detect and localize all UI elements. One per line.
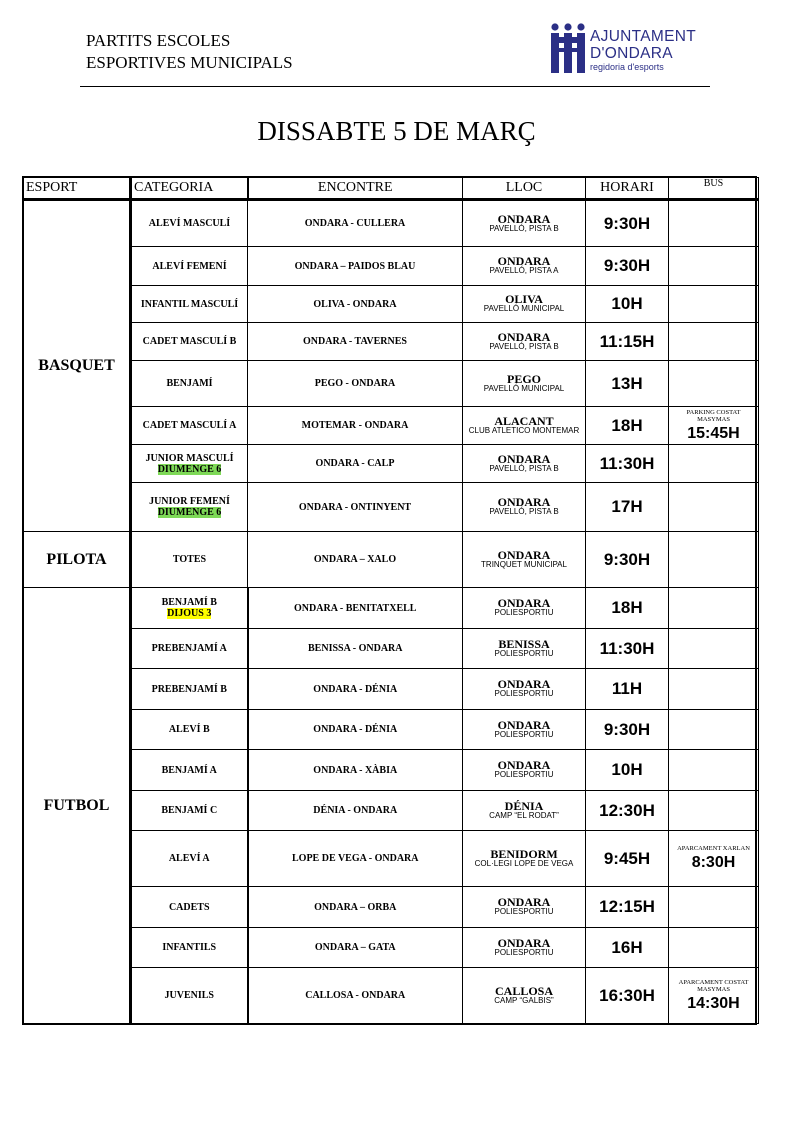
- category-cell: [131, 928, 248, 968]
- category-cell: [131, 247, 248, 286]
- location-cell: [463, 323, 586, 361]
- location-city: ONDARA: [497, 677, 551, 691]
- location-cell: [463, 968, 586, 1024]
- location-venue: PAVELLÓ, PISTA B: [489, 507, 559, 516]
- location-venue: PAVELLÓ, PISTA B: [489, 463, 559, 473]
- location-city: OLIVA: [505, 292, 543, 306]
- bus-note: APARCAMENT XARLAN: [677, 845, 750, 852]
- location-venue: CLUB ATLETICO MONTEMAR: [468, 425, 580, 435]
- category-label: TOTES: [172, 554, 207, 565]
- category-label: ALEVÍ A: [168, 853, 210, 864]
- time-cell: 11:15H: [586, 323, 669, 361]
- encounter-cell: ONDARA - DÉNIA: [248, 710, 463, 750]
- bus-cell: [669, 445, 759, 483]
- header-line-1: PARTITS ESCOLES: [86, 31, 231, 50]
- sport-basquet: BASQUET: [24, 200, 131, 532]
- page-title: DISSABTE 5 DE MARÇ: [257, 116, 536, 146]
- bus-time: 14:30H: [687, 994, 740, 1012]
- header-encontre: ENCONTRE: [248, 178, 463, 200]
- location-city: ONDARA: [497, 495, 551, 509]
- location-venue: POLIESPORTIU: [494, 907, 554, 916]
- location-venue: CAMP “EL RODAT”: [489, 810, 559, 820]
- location-cell: [463, 710, 586, 750]
- municipal-figures-icon: [548, 22, 588, 76]
- category-label: INFANTILS: [162, 942, 217, 953]
- table-row: [24, 791, 759, 831]
- encounter-cell: ONDARA - CALP: [248, 445, 463, 483]
- logo-text: [590, 28, 696, 73]
- time-cell: 16H: [586, 928, 669, 968]
- table-row: [24, 669, 759, 710]
- encounter-cell: ONDARA - CULLERA: [248, 200, 463, 247]
- category-label: INFANTIL MASCULÍ: [140, 298, 239, 310]
- location-city: CALLOSA: [494, 983, 553, 998]
- location-cell: [463, 791, 586, 831]
- location-city: ONDARA: [497, 254, 551, 268]
- category-label: BENJAMÍ A: [161, 764, 217, 776]
- time-cell: 17H: [586, 483, 669, 532]
- table-row: [24, 831, 759, 887]
- category-label: ALEVÍ B: [168, 724, 210, 735]
- category-cell: [131, 407, 248, 445]
- location-city: ONDARA: [497, 451, 551, 466]
- bus-cell: [669, 750, 759, 791]
- location-cell: [463, 361, 586, 407]
- time-cell: 9:30H: [586, 200, 669, 247]
- location-city: ONDARA: [497, 758, 551, 772]
- time-cell: 18H: [586, 588, 669, 629]
- time-cell: 12:15H: [586, 887, 669, 928]
- location-city: ONDARA: [497, 895, 551, 909]
- table-row: [24, 483, 759, 532]
- category-label: BENJAMÍ B: [161, 597, 217, 608]
- bus-note: PARKING COSTAT MASYMAS: [686, 408, 741, 423]
- category-cell: [131, 588, 248, 629]
- bus-cell: [669, 247, 759, 286]
- logo-line-1: AJUNTAMENT: [590, 28, 697, 45]
- location-cell: [463, 831, 586, 887]
- location-cell: [463, 445, 586, 483]
- category-cell: [131, 323, 248, 361]
- category-label: JUNIOR FEMENÍ: [149, 496, 230, 507]
- category-label: PREBENJAMÍ B: [151, 683, 227, 695]
- sport-pilota: PILOTA: [24, 532, 131, 588]
- table-row: [24, 286, 759, 323]
- table-row: [24, 887, 759, 928]
- location-cell: [463, 669, 586, 710]
- encounter-cell: PEGO - ONDARA: [248, 361, 463, 407]
- time-cell: 10H: [586, 286, 669, 323]
- location-cell: [463, 750, 586, 791]
- location-venue: PAVELLÓ, PISTA B: [489, 341, 559, 351]
- location-city: ONDARA: [497, 329, 551, 344]
- bus-note: APARCAMENT COSTAT MASYMAS: [678, 978, 749, 993]
- location-city: ONDARA: [497, 717, 551, 732]
- location-venue: POLIESPORTIU: [494, 689, 554, 698]
- time-cell: 18H: [586, 407, 669, 445]
- bus-cell: [669, 887, 759, 928]
- location-city: BENISSA: [498, 636, 550, 651]
- bus-cell: [669, 669, 759, 710]
- location-venue: POLIESPORTIU: [494, 947, 554, 957]
- encounter-cell: CALLOSA - ONDARA: [248, 968, 463, 1024]
- bus-cell: [669, 791, 759, 831]
- location-venue: TRINQUET MUNICIPAL: [481, 559, 567, 569]
- category-label: BENJAMÍ C: [161, 805, 218, 816]
- category-label: ALEVÍ MASCULÍ: [148, 218, 231, 229]
- location-city: PEGO: [506, 371, 541, 386]
- encounter-cell: LOPE DE VEGA - ONDARA: [248, 831, 463, 887]
- header-bus: BUS: [669, 178, 759, 200]
- header-lloc: LLOC: [463, 178, 586, 200]
- location-cell: [463, 588, 586, 629]
- encounter-cell: BENISSA - ONDARA: [248, 629, 463, 669]
- table-row: [24, 710, 759, 750]
- encounter-cell: ONDARA - XÀBIA: [248, 750, 463, 791]
- table-header-row: [24, 178, 759, 200]
- category-day-note: DIUMENGE 6: [157, 507, 222, 518]
- category-label: CADET MASCULÍ A: [142, 420, 237, 431]
- time-cell: 9:45H: [586, 831, 669, 887]
- category-cell: [131, 629, 248, 669]
- ajuntament-logo: [548, 22, 708, 78]
- location-cell: [463, 407, 586, 445]
- encounter-cell: ONDARA – GATA: [248, 928, 463, 968]
- time-cell: 13H: [586, 361, 669, 407]
- bus-cell: [669, 968, 759, 1024]
- category-cell: [131, 669, 248, 710]
- sport-futbol: FUTBOL: [24, 588, 131, 1024]
- schedule-body: [24, 200, 759, 1024]
- location-city: ONDARA: [497, 547, 551, 562]
- location-cell: [463, 200, 586, 247]
- category-cell: [131, 791, 248, 831]
- location-venue: POLIESPORTIU: [494, 770, 554, 779]
- location-cell: [463, 483, 586, 532]
- table-row: [24, 407, 759, 445]
- category-cell: [131, 200, 248, 247]
- location-city: ONDARA: [497, 211, 551, 226]
- category-label: JUVENILS: [164, 990, 214, 1001]
- location-city: DÉNIA: [504, 798, 544, 813]
- location-city: ONDARA: [497, 935, 551, 950]
- bus-cell: [669, 532, 759, 588]
- header-horari: HORARI: [586, 178, 669, 200]
- bus-cell: [669, 361, 759, 407]
- encounter-cell: MOTEMAR - ONDARA: [248, 407, 463, 445]
- location-venue: CAMP “GALBIS”: [494, 995, 554, 1005]
- bus-cell: [669, 629, 759, 669]
- document-header: [86, 30, 293, 74]
- location-venue: POLIESPORTIU: [494, 608, 554, 617]
- bus-cell: [669, 483, 759, 532]
- header-line-2: ESPORTIVES MUNICIPALS: [86, 53, 293, 72]
- encounter-cell: ONDARA – XALO: [248, 532, 463, 588]
- table-row: [24, 750, 759, 791]
- category-cell: [131, 445, 248, 483]
- category-cell: [131, 532, 248, 588]
- category-label: JUNIOR MASCULÍ: [145, 452, 234, 464]
- category-cell: [131, 483, 248, 532]
- location-venue: PAVELLÓ, PISTA B: [489, 223, 559, 233]
- bus-time: 15:45H: [687, 424, 740, 442]
- location-cell: [463, 887, 586, 928]
- time-cell: 10H: [586, 750, 669, 791]
- location-venue: PAVELLÓ MUNICIPAL: [483, 304, 565, 313]
- logo-line-3: regidoria d'esports: [590, 62, 664, 72]
- bus-cell: [669, 710, 759, 750]
- header-esport: ESPORT: [24, 178, 131, 200]
- category-cell: [131, 968, 248, 1024]
- location-city: ALACANT: [494, 413, 554, 428]
- location-venue: PAVELLÓ MUNICIPAL: [483, 383, 565, 393]
- time-cell: 11H: [586, 669, 669, 710]
- bus-cell: [669, 831, 759, 887]
- category-label: CADET MASCULÍ B: [142, 336, 237, 347]
- bus-cell: [669, 200, 759, 247]
- location-venue: POLIESPORTIU: [494, 648, 554, 658]
- location-cell: [463, 247, 586, 286]
- time-cell: 9:30H: [586, 532, 669, 588]
- location-cell: [463, 532, 586, 588]
- bus-time: 8:30H: [691, 854, 736, 871]
- table-row: [24, 445, 759, 483]
- table-row: [24, 629, 759, 669]
- location-venue: COL·LEGI LOPE DE VEGA: [474, 858, 574, 868]
- bus-cell: [669, 407, 759, 445]
- table-row: [24, 247, 759, 286]
- table-row: [24, 968, 759, 1024]
- category-label: ALEVÍ FEMENÍ: [152, 260, 227, 272]
- encounter-cell: ONDARA - TAVERNES: [248, 323, 463, 361]
- category-label: PREBENJAMÍ A: [151, 643, 227, 654]
- category-day-note: DIUMENGE 6: [157, 463, 222, 475]
- time-cell: 16:30H: [586, 968, 669, 1024]
- table-row: [24, 361, 759, 407]
- encounter-cell: OLIVA - ONDARA: [248, 286, 463, 323]
- category-cell: [131, 750, 248, 791]
- category-cell: [131, 361, 248, 407]
- category-label: BENJAMÍ: [166, 378, 213, 389]
- table-row: [24, 588, 759, 629]
- location-city: BENIDORM: [490, 846, 558, 861]
- encounter-cell: ONDARA – ORBA: [248, 887, 463, 928]
- schedule-table: [23, 177, 759, 1024]
- logo-line-2: D'ONDARA: [590, 45, 673, 62]
- bus-cell: [669, 323, 759, 361]
- time-cell: 11:30H: [586, 445, 669, 483]
- header-categoria: CATEGORIA: [131, 178, 248, 200]
- bus-cell: [669, 286, 759, 323]
- location-venue: PAVELLÓ, PISTA A: [489, 266, 559, 275]
- category-cell: [131, 831, 248, 887]
- category-label: CADETS: [168, 901, 210, 913]
- location-cell: [463, 629, 586, 669]
- encounter-cell: ONDARA - DÉNIA: [248, 669, 463, 710]
- category-cell: [131, 710, 248, 750]
- encounter-cell: ONDARA - BENITATXELL: [248, 588, 463, 629]
- bus-cell: [669, 588, 759, 629]
- encounter-cell: ONDARA - ONTINYENT: [248, 483, 463, 532]
- bus-cell: [669, 928, 759, 968]
- encounter-cell: DÉNIA - ONDARA: [248, 791, 463, 831]
- time-cell: 12:30H: [586, 791, 669, 831]
- time-cell: 9:30H: [586, 710, 669, 750]
- location-cell: [463, 286, 586, 323]
- time-cell: 11:30H: [586, 629, 669, 669]
- category-cell: [131, 286, 248, 323]
- location-venue: POLIESPORTIU: [494, 729, 554, 739]
- table-row: [24, 200, 759, 247]
- category-cell: [131, 887, 248, 928]
- table-row: [24, 928, 759, 968]
- time-cell: 9:30H: [586, 247, 669, 286]
- location-cell: [463, 928, 586, 968]
- table-row: [24, 323, 759, 361]
- location-city: ONDARA: [497, 596, 551, 610]
- category-day-note: DIJOUS 3: [167, 608, 212, 619]
- encounter-cell: ONDARA – PAIDOS BLAU: [248, 247, 463, 286]
- header-divider: [80, 86, 710, 87]
- table-row: [24, 532, 759, 588]
